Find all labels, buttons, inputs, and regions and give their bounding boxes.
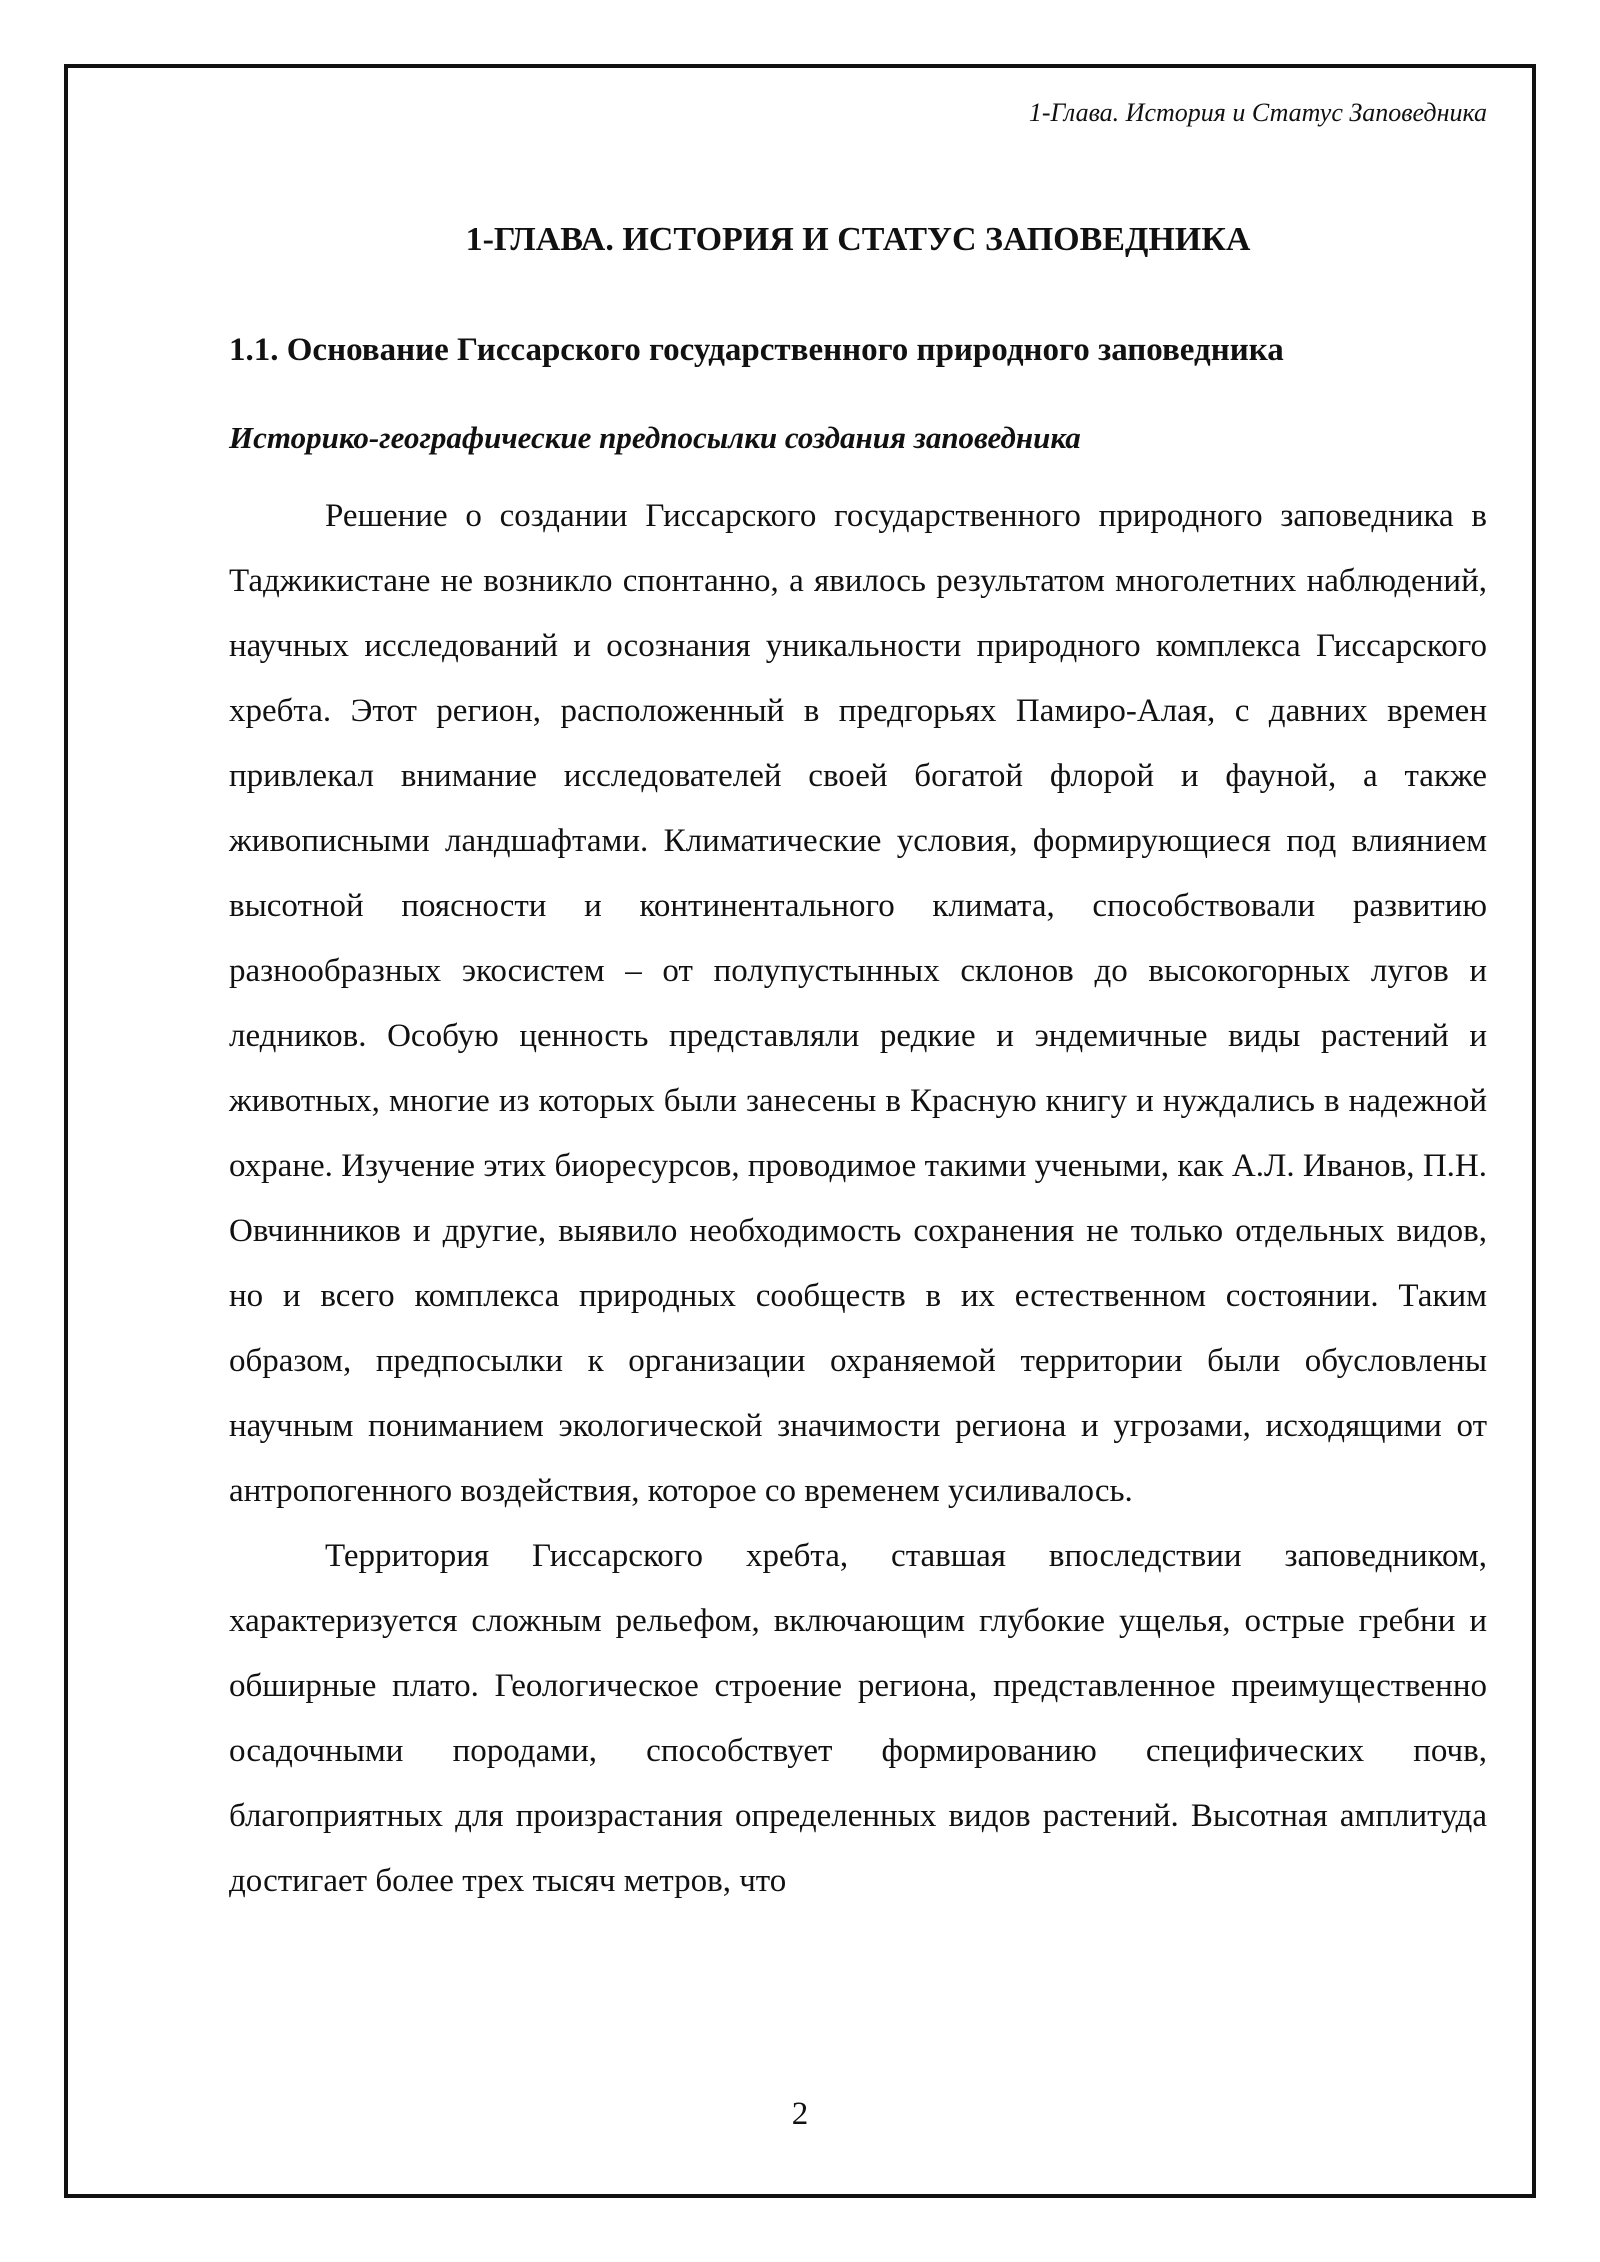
- paragraph-2: Территория Гиссарского хребта, ставшая впоследствии заповедником, характеризуется сложным рельефом, включающим глубокие ущелья, острые гребни и обширные плато. Геологическое строение региона, представленное преимущественно осадочными породами, способствует формированию специфических почв, благоприятных для произрастания определенных видов растений. Высотная амплитуда достигает более трех тысяч метров, что: [229, 1538, 1487, 1899]
- page-number: 2: [791, 2096, 809, 2132]
- body-text: [229, 484, 1487, 1914]
- subsection-title: Историко-географические предпосылки создания заповедника: [229, 420, 1081, 455]
- paragraph-1: Решение о создании Гиссарского государственного природного заповедника в Таджикистане не возникло спонтанно, а явилось результатом многолетних наблюдений, научных исследований и осознания уникальности природного комплекса Гиссарского хребта. Этот регион, расположенный в предгорьях Памиро-Алая, с давних времен привлекал внимание исследователей своей богатой флорой и фауной, а также живописными ландшафтами. Климатические условия, формирующиеся под влиянием высотной поясности и континентального климата, способствовали развитию разнообразных экосистем – от полупустынных склонов до высокогорных лугов и ледников. Особую ценность представляли редкие и эндемичные виды растений и животных, многие из которых были занесены в Красную книгу и нуждались в надежной охране. Изучение этих биоресурсов, проводимое такими учеными, как А.Л. Иванов, П.Н. Овчинников и другие, выявило необходимость сохранения не только отдельных видов, но и всего комплекса природных сообществ в их естественном состоянии. Таким образом, предпосылки к организации охраняемой территории были обусловлены научным пониманием экологической значимости региона и угрозами, исходящими от антропогенного воздействия, которое со временем усиливалось.: [229, 498, 1487, 1509]
- section-title: 1.1. Основание Гиссарского государственного природного заповедника: [229, 332, 1284, 368]
- running-header: 1-Глава. История и Статус Заповедника: [1028, 98, 1487, 127]
- chapter-title: 1-ГЛАВА. ИСТОРИЯ И СТАТУС ЗАПОВЕДНИКА: [465, 221, 1251, 258]
